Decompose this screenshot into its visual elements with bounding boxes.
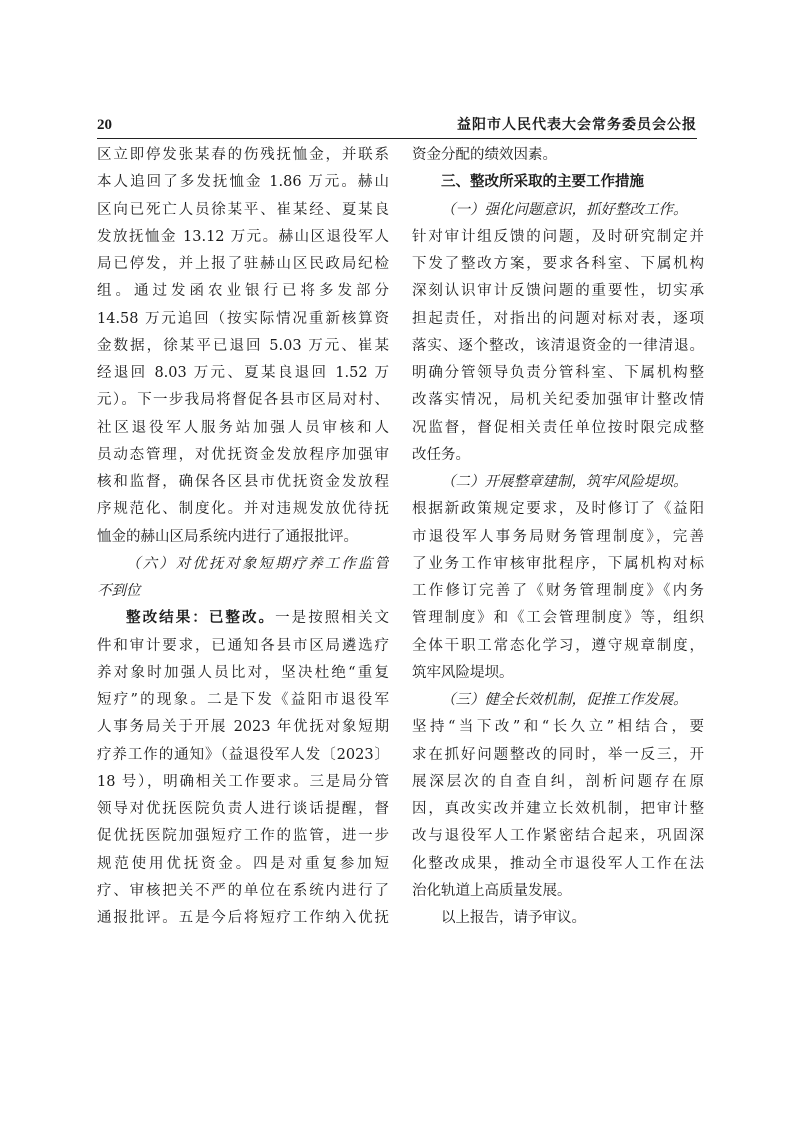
text-line: 筑牢风险堤坝。 (412, 664, 514, 681)
text-line: 疗养工作的通知》（益退役军人发〔2023〕 (97, 746, 389, 763)
text-line: 根据新政策规定要求，及时修订了《益阳 (412, 501, 704, 518)
text-line: 下发了整改方案，要求各科室、下属机构 (412, 256, 704, 272)
text-line: 领导对优抚医院负责人进行谈话提醒，督 (97, 801, 389, 817)
right-column (412, 142, 704, 932)
result-line (97, 605, 389, 632)
text-line: 改与退役军人工作紧密结合起来，巩固深 (412, 828, 704, 845)
text-line: 了业务工作审核审批程序，下属机构对标 (412, 555, 704, 572)
text-line: 况监督，督促相关责任单位按时限完成整 (412, 419, 704, 436)
subheading-line: （六）对优抚对象短期疗养工作监管 (126, 555, 389, 572)
text-line: 员动态管理，对优抚资金发放程序加强审 (97, 446, 389, 463)
section-heading: 三、整改所采取的主要工作措施 (441, 174, 644, 191)
result-text: 一是按照相关文 (275, 610, 389, 627)
text-line: 担起责任，对指出的问题对标对表，逐项 (412, 310, 704, 327)
closing-line: 以上报告，请予审议。 (441, 910, 586, 926)
text-line: 治化轨道上高质量发展。 (412, 882, 572, 899)
journal-title: 益阳市人民代表大会常务委员会公报 (457, 117, 697, 133)
text-line: 本人追回了多发抚恤金 1.86 万元。赫山 (97, 174, 389, 191)
text-line: 工作修订完善了《财务管理制度》《内务 (412, 583, 704, 599)
page-number: 20 (97, 117, 112, 133)
text-line: 深刻认识审计反馈问题的重要性，切实承 (412, 283, 704, 300)
text-line: 件和审计要求，已通知各县市区局遴选疗 (97, 637, 389, 654)
text-line: 14.58 万元追回（按实际情况重新核算资 (97, 310, 389, 327)
text-line: 改落实情况，局机关纪委加强审计整改情 (412, 392, 704, 409)
text-line: 核和监督，确保各区县市优抚资金发放程 (97, 474, 389, 490)
text-line: 针对审计组反馈的问题，及时研究制定并 (412, 228, 704, 245)
text-line: 改任务。 (412, 446, 470, 463)
text-line: 全体干职工常态化学习，遵守规章制度， (412, 637, 704, 654)
text-line: 落实、逐个整改，该清退资金的一律清退。 (412, 337, 704, 354)
text-line: 经退回 8.03 万元、夏某良退回 1.52 万 (97, 365, 389, 381)
text-line: 发放抚恤金 13.12 万元。赫山区退役军人 (97, 228, 389, 245)
text-line: 疗、审核把关不严的单位在系统内进行了 (97, 882, 389, 899)
text-line: 局已停发，并上报了驻赫山区民政局纪检 (97, 256, 389, 272)
text-line: 18 号），明确相关工作要求。三是局分管 (97, 773, 389, 790)
text-line: 市退役军人事务局财务管理制度》，完善 (412, 528, 704, 545)
text-line: 促优抚医院加强短疗工作的监管，进一步 (97, 828, 389, 845)
text-line: 求在抓好问题整改的同时，举一反三，开 (412, 746, 704, 763)
text-line: 社区退役军人服务站加强人员审核和人 (97, 419, 389, 436)
text-line: 资金分配的绩效因素。 (412, 147, 557, 163)
header-rule (97, 138, 697, 139)
text-line: 区向已死亡人员徐某平、崔某经、夏某良 (97, 201, 389, 218)
text-line: 通报批评。五是今后将短疗工作纳入优抚 (97, 910, 389, 926)
text-line: 恤金的赫山区局系统内进行了通报批评。 (97, 528, 358, 545)
text-line: 金数据，徐某平已退回 5.03 万元、崔某 (97, 337, 389, 354)
text-line: 序规范化、制度化。并对违规发放优待抚 (97, 501, 389, 518)
text-line: 组。通过发函农业银行已将多发部分 (97, 283, 389, 300)
text-line: 区立即停发张某春的伤残抚恤金，并联系 (97, 147, 389, 163)
text-line: 人事务局关于开展 2023 年优抚对象短期 (97, 719, 389, 736)
subheading-line: （一）强化问题意识，抓好整改工作。 (441, 201, 688, 218)
subheading-line: （二）开展整章建制，筑牢风险堤坝。 (441, 474, 688, 490)
subheading-line: （三）健全长效机制，促推工作发展。 (441, 692, 688, 708)
text-line: 规范使用优抚资金。四是对重复参加短 (97, 855, 389, 872)
text-line: 元）。下一步我局将督促各县市区局对村、 (97, 392, 389, 409)
text-line: 化整改成果，推动全市退役军人工作在法 (412, 855, 704, 872)
text-line: 展深层次的自查自纠，剖析问题存在原 (412, 773, 704, 790)
page-header (97, 114, 697, 138)
subheading-line: 不到位 (97, 583, 141, 599)
text-line: 养对象时加强人员比对，坚决杜绝“重复 (97, 664, 389, 681)
result-label: 整改结果：已整改。 (126, 610, 276, 627)
text-line: 短疗”的现象。二是下发《益阳市退役军 (97, 692, 389, 708)
text-line: 明确分管领导负责分管科室、下属机构整 (412, 365, 704, 381)
left-column (97, 142, 389, 932)
text-line: 坚持“当下改”和“长久立”相结合，要 (412, 719, 704, 736)
text-line: 管理制度》和《工会管理制度》等，组织 (412, 610, 704, 627)
text-line: 因，真改实改并建立长效机制，把审计整 (412, 801, 704, 817)
